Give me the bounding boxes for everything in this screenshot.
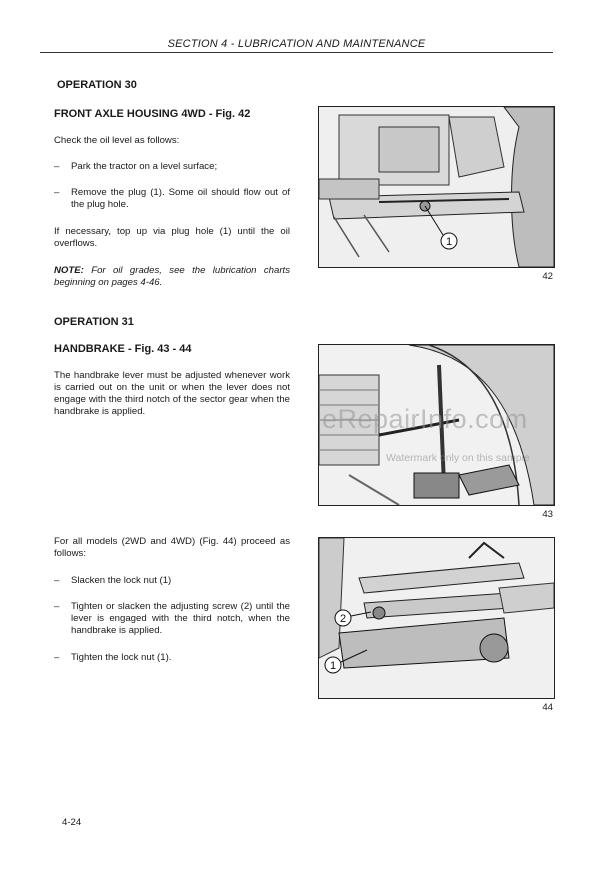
operation-31-bullet [54,575,290,587]
bullet-dash: – [54,575,60,586]
operation-31-bullet [54,652,290,664]
page-number: 4-24 [62,817,82,828]
operation-31-bullet [54,601,290,637]
operation-30-intro: Check the oil level as follows: [54,135,180,146]
operation-30-subtitle: FRONT AXLE HOUSING 4WD - Fig. 42 [54,108,251,120]
operation-30-bullet [54,187,290,211]
bullet-dash: – [54,161,60,172]
figure-44-image [318,537,555,699]
figure-42-image [318,106,555,268]
operation-30-bullet [54,161,290,173]
note-label: NOTE: [54,265,84,276]
operation-31-paragraph: The handbrake lever must be adjusted whenever work is carried out on the unit or when the lever does not engage with the third notch of the sector gear when the handbrake is applied. [54,370,290,417]
operation-30-title: OPERATION 30 [57,79,137,91]
watermark-caption: Watermark only on this sample [386,452,530,464]
bullet-text: Tighten or slacken the adjusting screw (2) until the lever is engaged with the third notch, when the handbrake is applied. [71,601,290,636]
operation-30-paragraph: If necessary, top up via plug hole (1) until the oil overflows. [54,226,290,249]
bullet-dash: – [54,601,60,612]
handbrake-adjuster-illustration [319,538,554,698]
figure-43-number: 43 [542,509,553,520]
header-rule [40,52,553,53]
operation-31-title: OPERATION 31 [54,316,134,328]
figure-44-number: 44 [542,702,553,713]
bullet-text: Remove the plug (1). Some oil should flow out of the plug hole. [71,187,290,210]
bullet-dash: – [54,652,60,663]
bullet-text: Tighten the lock nut (1). [71,652,172,663]
callout-2: 2 [339,613,347,625]
section-header: SECTION 4 - LUBRICATION AND MAINTENANCE [167,38,426,50]
bullet-text: Slacken the lock nut (1) [71,575,172,586]
callout-1: 1 [329,660,337,672]
note-text: For oil grades, see the lubrication charts beginning on pages 4-46. [54,265,290,288]
watermark-logo: eRepairInfo.com [322,404,528,434]
bullet-dash: – [54,187,60,198]
front-axle-illustration [319,107,554,267]
callout-1: 1 [445,236,453,248]
figure-42-number: 42 [542,271,553,282]
operation-31-intro: For all models (2WD and 4WD) (Fig. 44) proceed as follows: [54,536,290,559]
operation-30-note [54,265,290,289]
operation-31-subtitle: HANDBRAKE - Fig. 43 - 44 [54,343,192,355]
bullet-text: Park the tractor on a level surface; [71,161,218,172]
